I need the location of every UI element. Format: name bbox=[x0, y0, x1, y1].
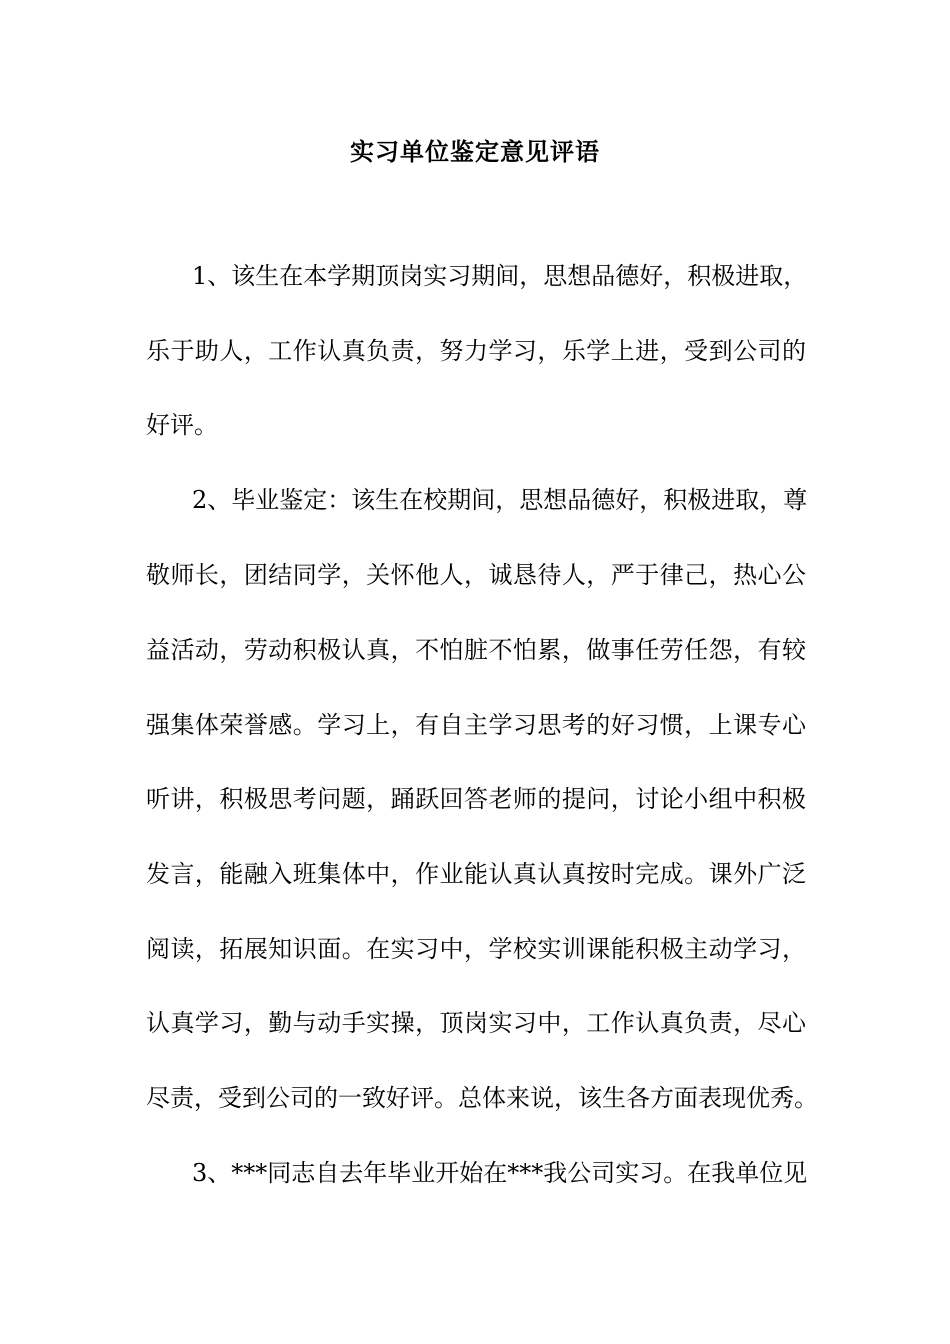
paragraph-1-line-1: 1、该生在本学期顶岗实习期间，思想品德好，积极进取， bbox=[192, 262, 808, 290]
paragraph-2-line-7: 阅读，拓展知识面。在实习中，学校实训课能积极主动学习， bbox=[146, 935, 806, 963]
paragraph-2-line-9: 尽责，受到公司的一致好评。总体来说，该生各方面表现优秀。 bbox=[146, 1084, 818, 1112]
paragraph-3-line-1: 3、***同志自去年毕业开始在***我公司实习。在我单位见 bbox=[192, 1159, 808, 1187]
paragraph-1-line-3: 好评。 bbox=[146, 411, 218, 439]
paragraph-1-line-2: 乐于助人，工作认真负责，努力学习，乐学上进，受到公司的 bbox=[146, 337, 806, 365]
paragraph-2-line-8: 认真学习，勤与动手实操，顶岗实习中，工作认真负责，尽心 bbox=[146, 1009, 806, 1037]
paragraph-2-line-1: 2、毕业鉴定：该生在校期间，思想品德好，积极进取，尊 bbox=[192, 486, 808, 514]
document-title: 实习单位鉴定意见评语 bbox=[350, 137, 600, 166]
paragraph-2-line-3: 益活动，劳动积极认真，不怕脏不怕累，做事任劳任怨，有较 bbox=[146, 636, 806, 664]
paragraph-2-line-6: 发言，能融入班集体中，作业能认真认真按时完成。课外广泛 bbox=[146, 860, 806, 888]
paragraph-2-line-5: 听讲，积极思考问题，踊跃回答老师的提问，讨论小组中积极 bbox=[146, 785, 806, 813]
paragraph-2-line-2: 敬师长，团结同学，关怀他人，诚恳待人，严于律己，热心公 bbox=[146, 561, 806, 589]
paragraph-2-line-4: 强集体荣誉感。学习上，有自主学习思考的好习惯，上课专心 bbox=[146, 711, 806, 739]
